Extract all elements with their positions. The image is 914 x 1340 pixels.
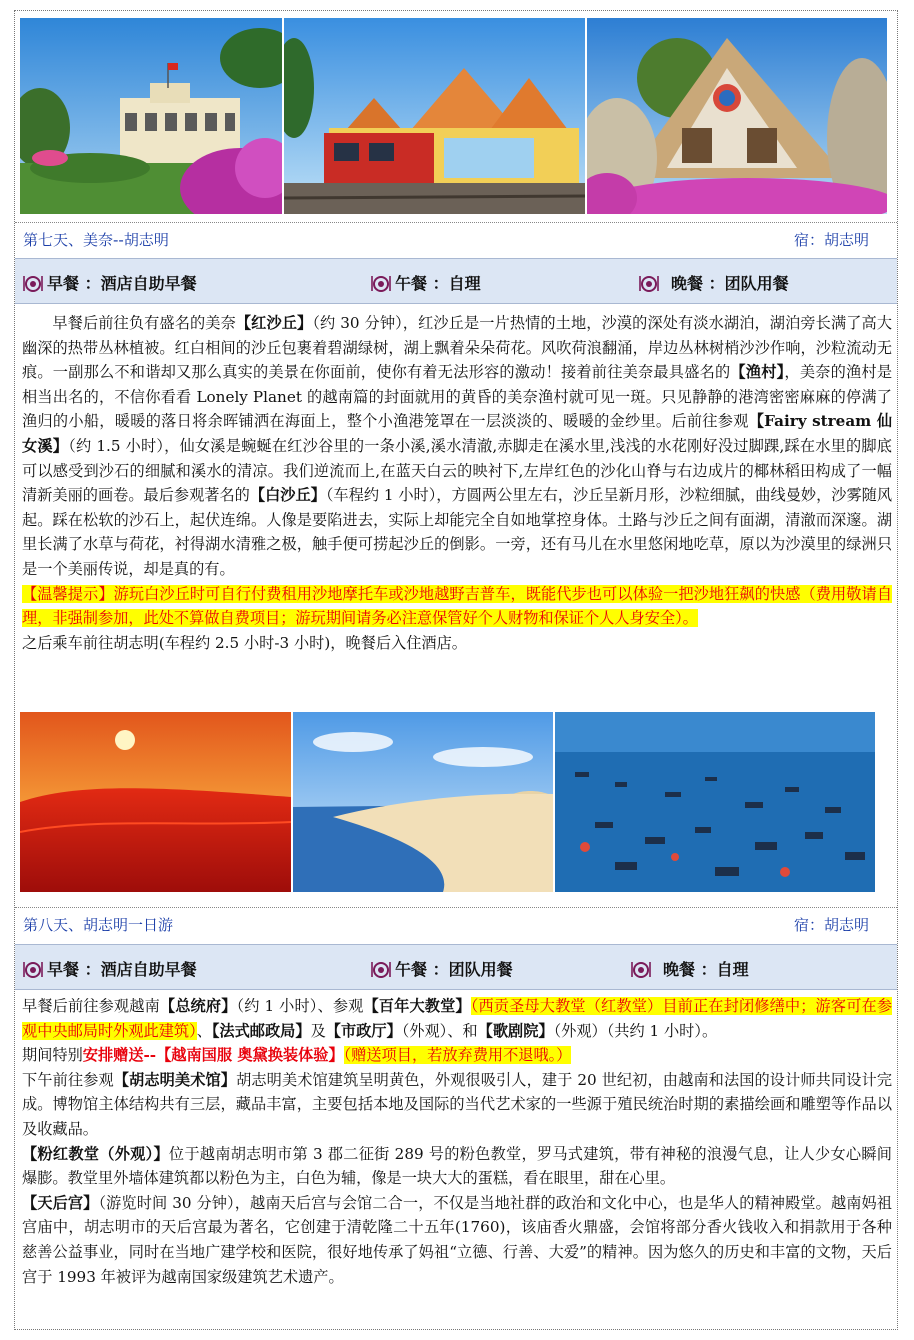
text-run: （约 30 分钟），红沙丘是一片热情的土地，沙漠的深处有淡水湖泊，湖泊旁长满了高大幽深的热带丛林植被。红白相间的沙丘包裹着碧湖绿树，湖上飘着朵朵荷花。风吹荷浪翻涌，岸边丛林树梢沙沙作响，沙粒流动无痕。一副那么不和谐却又那么真实的美景在你面前，使你有着无法形容的激动！接着前往美奈最具盛名的: [22, 314, 893, 382]
plate-fork-knife-icon: [21, 272, 43, 294]
photo-fishing-boats: [555, 712, 875, 892]
text-run: 及: [310, 1021, 326, 1040]
gift-notice: （赠送项目，若放弃费用不退哦。）: [343, 1046, 572, 1065]
text-run: （约 1 小时）、参观: [236, 997, 364, 1015]
day8-paragraph-1: [22, 994, 892, 1043]
day7-title-row: [15, 222, 897, 256]
day7-stay: 宿：胡志明: [793, 231, 869, 249]
middle-photo-strip: [20, 712, 875, 892]
ao-dai-experience: 【越南国服 奥黛换装体验】: [156, 1046, 344, 1065]
photo-palace: [20, 18, 282, 214]
day8-paragraph-5: [22, 1191, 892, 1289]
highlight-presidential-palace: 【总统府】: [159, 997, 237, 1015]
gift-arrangement-text: 安排赠送--: [82, 1046, 157, 1065]
day8-body: [22, 994, 892, 1289]
day8-paragraph-3: [22, 1068, 892, 1142]
highlight-fairy-stream: 【Fairy stream 仙女溪】: [22, 412, 893, 455]
highlight-thien-hau-temple: 【天后宫】: [22, 1193, 99, 1212]
plate-fork-knife-icon: [369, 272, 391, 294]
day8-title-row: [15, 907, 897, 941]
photo-white-dune-lake: [293, 712, 553, 892]
day7-lunch-text: 午餐 ：自理: [395, 274, 481, 293]
day7-dinner: [637, 271, 789, 294]
highlight-post-office: 【法式邮政局】: [211, 1021, 311, 1040]
day8-paragraph-4: [22, 1142, 892, 1191]
highlight-city-hall: 【市政厅】: [325, 1021, 402, 1040]
highlight-white-dune: 【白沙丘】: [249, 486, 326, 505]
plate-fork-knife-icon: [21, 958, 43, 980]
text-run: 位于越南胡志明市第 3 郡二征街 289 号的粉色教堂，罗马式建筑，带有神秘的浪漫气息，让人少女心瞬间爆膨。教堂里外墙体建筑都以粉色为主，白色为辅，像是一块大大的蛋糕，看在眼里，甜在心里。: [22, 1144, 892, 1188]
cathedral-closed-notice: （西贡圣母大教堂（红教堂）目前正在封闭修缮中；游客可在参观中央邮局时外观此建筑）: [22, 997, 893, 1040]
day7-after: 之后乘车前往胡志明(车程约 2.5 小时-3 小时)，晚餐后入住酒店。: [22, 633, 467, 652]
text-run: 胡志明美术馆建筑呈明黄色，外观很吸引人，建于 20 世纪初，由越南和法国的设计师共同设计完成。博物馆主体结构共有三层，藏品丰富，主要包括本地及国际的当代艺术家的一些源于殖民统治时期的素描绘画和雕塑等作品以及收藏品。: [22, 1070, 893, 1138]
highlight-fishing-village: 【渔村】: [730, 363, 785, 382]
day8-lunch: [369, 957, 513, 980]
text-run: 早餐后前往参观越南: [22, 997, 160, 1015]
day8-meal-bar: [15, 944, 897, 990]
plate-fork-knife-icon: [629, 958, 651, 980]
text-run: 、: [196, 1021, 212, 1040]
highlight-cathedral: 【百年大教堂】: [363, 997, 471, 1015]
day8-stay: 宿：胡志明: [793, 916, 869, 934]
day7-paragraph-1: [22, 311, 892, 582]
text-run: （约 1.5 小时），仙女溪是蜿蜒在红沙谷里的一条小溪,溪水清澈,赤脚走在溪水里,浅浅的水花刚好没过脚踝,踩在水里的脚底可以感受到沙石的细腻和溪水的清凉。我们逆流而上,在蓝天白云的映衬下,左岸红色的沙化山脊与右边成片的椰林稻田构成了一幅清新美丽的画卷。最后参观著名的: [22, 436, 892, 505]
day7-body: [22, 311, 892, 655]
text-run: （外观）、和: [401, 1021, 478, 1040]
text-run: 下午前往参观: [22, 1070, 114, 1089]
photo-train-station: [284, 18, 585, 214]
day8-dinner-text: 晚餐 ：自理: [663, 960, 749, 979]
day8-title: 第八天、胡志明一日游: [23, 916, 174, 934]
day7-dinner-text: 晚餐 ：团队用餐: [671, 274, 789, 293]
day8-paragraph-2: [22, 1043, 892, 1068]
text-run: 期间特别: [22, 1046, 83, 1065]
day7-breakfast-text: 早餐 ：酒店自助早餐: [47, 274, 197, 293]
day7-title: 第七天、美奈--胡志明: [23, 231, 169, 249]
photo-crazy-house: [587, 18, 887, 214]
day7-meal-bar: [15, 258, 897, 304]
plate-fork-knife-icon: [637, 272, 659, 294]
warm-tip-text: 【温馨提示】游玩白沙丘时可自行付费租用沙地摩托车或沙地越野吉普车，既能代步也可以体验一把沙地狂飙的快感（费用敬请自理，非强制参加，此处不算做自费项目；游玩期间请务必注意保管好个人财物和保证个人人身安全）。: [22, 584, 892, 628]
highlight-opera-house: 【歌剧院】: [477, 1021, 554, 1040]
day8-lunch-text: 午餐 ：团队用餐: [395, 960, 513, 979]
text-run: （游览时间 30 分钟），越南天后宫与会馆二合一，不仅是当地社群的政治和文化中心，也是华人的精神殿堂。越南妈祖宫庙中，胡志明市的天后宫最为著名，它创建于清乾隆二十五年(1760)，该庙香火鼎盛，会馆将部分香火钱收入和捐款用于各种慈善公益事业，同时在当地广建学校和医院，很好地传承了妈祖“立德、行善、大爱”的精神。因为悠久的历史和丰富的文物，天后宫于 1993 年被评为越南国家级建筑艺术遗产。: [22, 1193, 893, 1286]
text-run: （车程约 1 小时），方圆两公里左右，沙丘呈新月形，沙粒细腻，曲线曼妙，沙雾随风起。踩在松软的沙石上，起伏连绵。人像是要陷进去，实际上却能完全自如地掌控身体。土路与沙丘之间有面湖，清澈而深邃。湖里长满了水草与荷花，衬得湖水清雅之极，触手便可捞起沙丘的倒影。一旁，还有马儿在水里悠闲地吃草，原以为沙漠里的绿洲只是一个美丽传说，却是真的有。: [22, 486, 893, 578]
day7-breakfast: [21, 271, 197, 294]
day8-breakfast: [21, 957, 197, 980]
highlight-red-dune: 【红沙丘】: [235, 314, 313, 332]
day8-breakfast-text: 早餐 ：酒店自助早餐: [47, 960, 197, 979]
day7-tip: [22, 582, 892, 631]
day8-dinner: [629, 957, 749, 980]
text-run: （外观）（共约 1 小时）。: [553, 1021, 718, 1040]
top-photo-strip: [20, 18, 887, 214]
text-run: 早餐后前往负有盛名的美奈: [52, 314, 236, 332]
plate-fork-knife-icon: [369, 958, 391, 980]
highlight-pink-church: 【粉红教堂（外观）】: [22, 1144, 169, 1163]
photo-red-dune-sunset: [20, 712, 291, 892]
highlight-art-museum: 【胡志明美术馆】: [113, 1070, 237, 1089]
text-run: ，美奈的渔村是相当出名的，不信你看看 Lonely Planet 的越南篇的封面就用的黄昏的美奈渔村就可见一斑。只见静静的港湾密密麻麻的停满了渔归的小船，暖暖的落日将余晖铺洒在海面上，整个小渔港笼罩在一层淡淡的、暖暖的金纱里。后前往参观: [22, 363, 893, 431]
day7-lunch: [369, 271, 481, 294]
